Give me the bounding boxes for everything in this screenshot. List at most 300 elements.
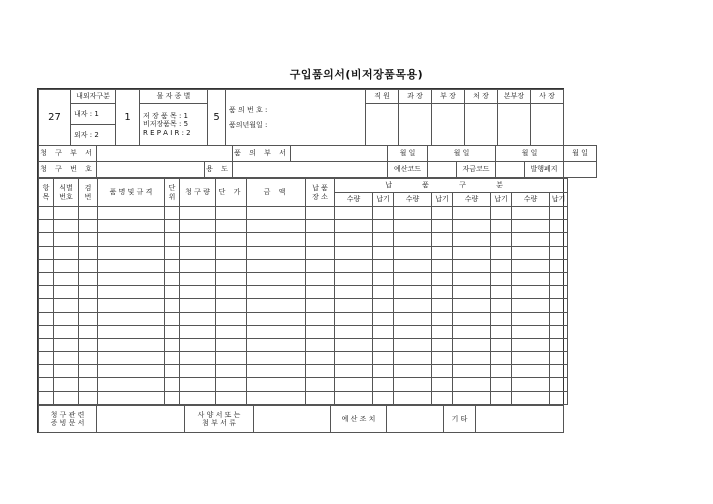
- table-cell[interactable]: [54, 352, 79, 365]
- evidence-doc-label: 청 구 관 련 증 빙 문 서: [39, 406, 97, 433]
- table-cell[interactable]: [79, 325, 98, 338]
- table-cell[interactable]: [165, 233, 180, 246]
- table-cell[interactable]: [453, 325, 491, 338]
- table-cell[interactable]: [394, 220, 432, 233]
- table-cell[interactable]: [432, 338, 453, 351]
- table-cell[interactable]: [394, 391, 432, 404]
- table-cell[interactable]: [247, 325, 306, 338]
- table-cell[interactable]: [165, 272, 180, 285]
- table-cell[interactable]: [165, 352, 180, 365]
- issue-abolish-field[interactable]: [564, 162, 597, 178]
- table-cell[interactable]: [453, 207, 491, 220]
- table-cell[interactable]: [394, 299, 432, 312]
- col-due-1: 납기: [373, 193, 394, 207]
- table-cell[interactable]: [550, 378, 568, 391]
- table-cell[interactable]: [512, 299, 550, 312]
- table-cell[interactable]: [394, 378, 432, 391]
- table-cell[interactable]: [165, 286, 180, 299]
- table-cell[interactable]: [373, 246, 394, 259]
- table-cell[interactable]: [335, 325, 373, 338]
- table-cell[interactable]: [550, 352, 568, 365]
- table-cell[interactable]: [180, 299, 216, 312]
- table-cell[interactable]: [247, 352, 306, 365]
- col-inspection: 검 번: [79, 179, 98, 207]
- table-cell[interactable]: [98, 338, 165, 351]
- table-cell[interactable]: [180, 352, 216, 365]
- table-cell[interactable]: [432, 233, 453, 246]
- table-cell[interactable]: [79, 246, 98, 259]
- table-cell[interactable]: [432, 391, 453, 404]
- table-cell[interactable]: [306, 207, 335, 220]
- table-cell[interactable]: [335, 220, 373, 233]
- purchase-form: [37, 88, 588, 433]
- table-cell[interactable]: [306, 246, 335, 259]
- table-cell[interactable]: [306, 299, 335, 312]
- budget-code-field[interactable]: [428, 162, 457, 178]
- table-cell[interactable]: [491, 325, 512, 338]
- table-cell[interactable]: [335, 391, 373, 404]
- table-cell[interactable]: [39, 233, 54, 246]
- table-cell[interactable]: [432, 352, 453, 365]
- sign-box-4[interactable]: [498, 104, 531, 146]
- table-cell[interactable]: [39, 246, 54, 259]
- table-cell[interactable]: [165, 207, 180, 220]
- table-cell[interactable]: [54, 272, 79, 285]
- table-cell[interactable]: [432, 286, 453, 299]
- table-cell[interactable]: [39, 338, 54, 351]
- table-cell[interactable]: [247, 365, 306, 378]
- table-cell[interactable]: [306, 312, 335, 325]
- table-cell[interactable]: [453, 378, 491, 391]
- table-cell[interactable]: [432, 220, 453, 233]
- table-cell[interactable]: [54, 312, 79, 325]
- table-cell[interactable]: [550, 259, 568, 272]
- table-cell[interactable]: [79, 220, 98, 233]
- table-cell[interactable]: [432, 365, 453, 378]
- table-cell[interactable]: [79, 352, 98, 365]
- table-cell[interactable]: [335, 365, 373, 378]
- table-cell[interactable]: [453, 299, 491, 312]
- table-cell[interactable]: [54, 259, 79, 272]
- table-cell[interactable]: [216, 207, 247, 220]
- table-cell[interactable]: [453, 312, 491, 325]
- table-cell[interactable]: [512, 378, 550, 391]
- table-cell[interactable]: [512, 365, 550, 378]
- table-cell[interactable]: [216, 246, 247, 259]
- col-delivery-place: 납 품 장 소: [306, 179, 335, 207]
- col-qty-1: 수량: [335, 193, 373, 207]
- table-cell[interactable]: [247, 207, 306, 220]
- approval-dept-field[interactable]: [291, 146, 388, 162]
- table-row: [39, 338, 568, 351]
- table-cell[interactable]: [491, 207, 512, 220]
- table-cell[interactable]: [453, 365, 491, 378]
- table-cell[interactable]: [512, 246, 550, 259]
- table-cell[interactable]: [247, 220, 306, 233]
- table-cell[interactable]: [98, 365, 165, 378]
- table-cell[interactable]: [373, 338, 394, 351]
- table-cell[interactable]: [373, 286, 394, 299]
- table-cell[interactable]: [54, 233, 79, 246]
- table-cell[interactable]: [54, 299, 79, 312]
- request-no-field[interactable]: [97, 162, 205, 178]
- table-cell[interactable]: [335, 299, 373, 312]
- table-cell[interactable]: [306, 352, 335, 365]
- table-cell[interactable]: [373, 325, 394, 338]
- table-cell[interactable]: [39, 325, 54, 338]
- table-cell[interactable]: [54, 365, 79, 378]
- table-cell[interactable]: [394, 365, 432, 378]
- table-cell[interactable]: [491, 259, 512, 272]
- table-cell[interactable]: [394, 286, 432, 299]
- table-cell[interactable]: [247, 312, 306, 325]
- table-cell[interactable]: [247, 286, 306, 299]
- material-opt-2: 비저장품목 : 5: [143, 120, 189, 129]
- table-cell[interactable]: [180, 338, 216, 351]
- table-cell[interactable]: [491, 391, 512, 404]
- date-2: 월 일: [496, 146, 564, 162]
- sign-box-3[interactable]: [465, 104, 498, 146]
- table-cell[interactable]: [79, 272, 98, 285]
- table-cell[interactable]: [98, 246, 165, 259]
- table-cell[interactable]: [247, 259, 306, 272]
- table-cell[interactable]: [394, 325, 432, 338]
- table-cell[interactable]: [98, 286, 165, 299]
- table-cell[interactable]: [165, 338, 180, 351]
- table-cell[interactable]: [39, 352, 54, 365]
- table-cell[interactable]: [491, 272, 512, 285]
- table-cell[interactable]: [247, 246, 306, 259]
- table-cell[interactable]: [453, 272, 491, 285]
- table-cell[interactable]: [491, 378, 512, 391]
- table-cell[interactable]: [373, 299, 394, 312]
- table-cell[interactable]: [394, 312, 432, 325]
- sign-box-5[interactable]: [531, 104, 564, 146]
- table-cell[interactable]: [180, 325, 216, 338]
- table-cell[interactable]: [491, 286, 512, 299]
- table-cell[interactable]: [98, 312, 165, 325]
- table-cell[interactable]: [247, 378, 306, 391]
- table-cell[interactable]: [432, 312, 453, 325]
- purpose-field[interactable]: [233, 162, 388, 178]
- table-cell[interactable]: [432, 272, 453, 285]
- table-cell[interactable]: [306, 286, 335, 299]
- table-cell[interactable]: [216, 338, 247, 351]
- table-row: [39, 272, 568, 285]
- table-cell[interactable]: [373, 272, 394, 285]
- table-cell[interactable]: [373, 378, 394, 391]
- table-cell[interactable]: [98, 352, 165, 365]
- table-cell[interactable]: [98, 207, 165, 220]
- table-cell[interactable]: [216, 325, 247, 338]
- fund-code-label: 자금코드: [457, 162, 496, 178]
- table-cell[interactable]: [306, 272, 335, 285]
- table-cell[interactable]: [491, 246, 512, 259]
- table-cell[interactable]: [79, 259, 98, 272]
- table-cell[interactable]: [39, 272, 54, 285]
- table-cell[interactable]: [79, 378, 98, 391]
- table-cell[interactable]: [216, 220, 247, 233]
- table-cell[interactable]: [98, 220, 165, 233]
- col-item-no: 항 목: [39, 179, 54, 207]
- sign-box-0[interactable]: [366, 104, 399, 146]
- table-cell[interactable]: [98, 391, 165, 404]
- table-cell[interactable]: [180, 207, 216, 220]
- table-cell[interactable]: [98, 325, 165, 338]
- table-cell[interactable]: [247, 299, 306, 312]
- table-cell[interactable]: [335, 259, 373, 272]
- table-cell[interactable]: [335, 246, 373, 259]
- etc-field[interactable]: [476, 406, 564, 433]
- table-cell[interactable]: [335, 338, 373, 351]
- table-cell[interactable]: [54, 286, 79, 299]
- material-code: 5: [208, 90, 226, 146]
- table-cell[interactable]: [216, 365, 247, 378]
- table-cell[interactable]: [373, 352, 394, 365]
- table-cell[interactable]: [216, 286, 247, 299]
- table-cell[interactable]: [373, 259, 394, 272]
- table-cell[interactable]: [432, 299, 453, 312]
- table-cell[interactable]: [39, 391, 54, 404]
- table-cell[interactable]: [54, 378, 79, 391]
- request-dept-field[interactable]: [97, 146, 233, 162]
- items-table: [38, 178, 568, 405]
- table-cell[interactable]: [550, 299, 568, 312]
- table-cell[interactable]: [98, 233, 165, 246]
- table-cell[interactable]: [98, 299, 165, 312]
- approver-3: 처 장: [465, 90, 498, 104]
- table-cell[interactable]: [79, 312, 98, 325]
- table-cell[interactable]: [335, 378, 373, 391]
- table-cell[interactable]: [165, 325, 180, 338]
- table-cell[interactable]: [79, 233, 98, 246]
- table-cell[interactable]: [180, 220, 216, 233]
- table-cell[interactable]: [512, 207, 550, 220]
- table-cell[interactable]: [306, 391, 335, 404]
- material-opt-1: 저 장 품 목 : 1: [143, 112, 188, 121]
- table-cell[interactable]: [39, 365, 54, 378]
- table-cell[interactable]: [306, 259, 335, 272]
- table-cell[interactable]: [512, 352, 550, 365]
- table-cell[interactable]: [180, 378, 216, 391]
- table-cell[interactable]: [394, 246, 432, 259]
- table-cell[interactable]: [512, 312, 550, 325]
- table-cell[interactable]: [165, 312, 180, 325]
- table-cell[interactable]: [98, 378, 165, 391]
- table-cell[interactable]: [335, 207, 373, 220]
- table-cell[interactable]: [453, 391, 491, 404]
- table-cell[interactable]: [550, 246, 568, 259]
- table-cell[interactable]: [550, 207, 568, 220]
- table-cell[interactable]: [512, 325, 550, 338]
- table-cell[interactable]: [491, 338, 512, 351]
- table-cell[interactable]: [453, 286, 491, 299]
- table-cell[interactable]: [54, 246, 79, 259]
- table-cell[interactable]: [373, 220, 394, 233]
- table-cell[interactable]: [79, 391, 98, 404]
- table-cell[interactable]: [216, 352, 247, 365]
- table-cell[interactable]: [39, 299, 54, 312]
- table-cell[interactable]: [165, 246, 180, 259]
- table-cell[interactable]: [335, 233, 373, 246]
- table-row: [39, 378, 568, 391]
- table-cell[interactable]: [432, 246, 453, 259]
- date-3: 월 일: [564, 146, 597, 162]
- table-cell[interactable]: [394, 207, 432, 220]
- table-cell[interactable]: [165, 378, 180, 391]
- table-cell[interactable]: [512, 338, 550, 351]
- table-cell[interactable]: [165, 259, 180, 272]
- table-cell[interactable]: [550, 272, 568, 285]
- table-cell[interactable]: [39, 378, 54, 391]
- table-cell[interactable]: [394, 233, 432, 246]
- table-cell[interactable]: [373, 207, 394, 220]
- table-cell[interactable]: [394, 272, 432, 285]
- material-options: [140, 104, 208, 146]
- table-cell[interactable]: [306, 365, 335, 378]
- table-cell[interactable]: [550, 286, 568, 299]
- origin-domestic: 내자 : 1: [71, 104, 116, 125]
- table-cell[interactable]: [432, 378, 453, 391]
- table-cell[interactable]: [54, 338, 79, 351]
- table-cell[interactable]: [512, 286, 550, 299]
- table-cell[interactable]: [165, 391, 180, 404]
- table-cell[interactable]: [180, 391, 216, 404]
- col-due-3: 납기: [491, 193, 512, 207]
- table-cell[interactable]: [306, 378, 335, 391]
- table-cell[interactable]: [165, 365, 180, 378]
- table-cell[interactable]: [453, 352, 491, 365]
- table-cell[interactable]: [54, 220, 79, 233]
- table-cell[interactable]: [39, 220, 54, 233]
- table-cell[interactable]: [432, 259, 453, 272]
- evidence-doc-field[interactable]: [97, 406, 185, 433]
- sign-box-2[interactable]: [432, 104, 465, 146]
- table-cell[interactable]: [247, 391, 306, 404]
- table-cell[interactable]: [394, 338, 432, 351]
- table-cell[interactable]: [306, 220, 335, 233]
- table-cell[interactable]: [453, 220, 491, 233]
- table-cell[interactable]: [550, 233, 568, 246]
- table-cell[interactable]: [216, 312, 247, 325]
- table-cell[interactable]: [165, 220, 180, 233]
- table-cell[interactable]: [216, 391, 247, 404]
- table-row: [39, 233, 568, 246]
- table-cell[interactable]: [216, 233, 247, 246]
- table-row: [39, 246, 568, 259]
- table-cell[interactable]: [453, 259, 491, 272]
- table-cell[interactable]: [306, 325, 335, 338]
- table-cell[interactable]: [491, 299, 512, 312]
- table-cell[interactable]: [180, 365, 216, 378]
- table-cell[interactable]: [394, 352, 432, 365]
- fund-code-field[interactable]: [496, 162, 525, 178]
- table-cell[interactable]: [373, 233, 394, 246]
- table-cell[interactable]: [512, 272, 550, 285]
- table-cell[interactable]: [79, 286, 98, 299]
- table-cell[interactable]: [491, 352, 512, 365]
- table-cell[interactable]: [180, 312, 216, 325]
- spec-docs-field[interactable]: [254, 406, 331, 433]
- table-cell[interactable]: [394, 259, 432, 272]
- table-cell[interactable]: [432, 207, 453, 220]
- table-cell[interactable]: [550, 338, 568, 351]
- table-cell[interactable]: [373, 312, 394, 325]
- table-cell[interactable]: [512, 220, 550, 233]
- table-cell[interactable]: [79, 207, 98, 220]
- table-cell[interactable]: [216, 259, 247, 272]
- table-cell[interactable]: [373, 365, 394, 378]
- table-cell[interactable]: [79, 338, 98, 351]
- table-cell[interactable]: [306, 233, 335, 246]
- table-cell[interactable]: [373, 391, 394, 404]
- table-cell[interactable]: [39, 312, 54, 325]
- table-cell[interactable]: [491, 220, 512, 233]
- table-cell[interactable]: [335, 286, 373, 299]
- table-cell[interactable]: [79, 299, 98, 312]
- table-cell[interactable]: [453, 246, 491, 259]
- table-cell[interactable]: [79, 365, 98, 378]
- col-due-2: 납기: [432, 193, 453, 207]
- table-cell[interactable]: [39, 259, 54, 272]
- table-cell[interactable]: [180, 272, 216, 285]
- table-cell[interactable]: [491, 365, 512, 378]
- table-cell[interactable]: [165, 299, 180, 312]
- table-cell[interactable]: [54, 391, 79, 404]
- table-cell[interactable]: [512, 233, 550, 246]
- table-cell[interactable]: [98, 272, 165, 285]
- budget-action-label: 예 산 조 치: [331, 406, 387, 433]
- table-cell[interactable]: [491, 233, 512, 246]
- footer-table: [38, 405, 564, 433]
- table-cell[interactable]: [180, 246, 216, 259]
- budget-action-field[interactable]: [387, 406, 444, 433]
- table-cell[interactable]: [180, 259, 216, 272]
- table-cell[interactable]: [335, 352, 373, 365]
- table-cell[interactable]: [216, 299, 247, 312]
- etc-label: 기 타: [444, 406, 476, 433]
- table-cell[interactable]: [512, 259, 550, 272]
- table-cell[interactable]: [247, 272, 306, 285]
- table-cell[interactable]: [335, 312, 373, 325]
- table-cell[interactable]: [453, 233, 491, 246]
- table-cell[interactable]: [247, 233, 306, 246]
- table-cell[interactable]: [335, 272, 373, 285]
- table-cell[interactable]: [432, 325, 453, 338]
- table-cell[interactable]: [512, 391, 550, 404]
- table-cell[interactable]: [247, 338, 306, 351]
- table-cell[interactable]: [550, 325, 568, 338]
- table-cell[interactable]: [491, 312, 512, 325]
- table-cell[interactable]: [306, 338, 335, 351]
- table-cell[interactable]: [54, 325, 79, 338]
- table-cell[interactable]: [550, 312, 568, 325]
- table-cell[interactable]: [98, 259, 165, 272]
- table-cell[interactable]: [54, 207, 79, 220]
- table-row: [39, 286, 568, 299]
- table-cell[interactable]: [216, 378, 247, 391]
- table-cell[interactable]: [550, 220, 568, 233]
- sign-box-1[interactable]: [399, 104, 432, 146]
- table-cell[interactable]: [39, 207, 54, 220]
- table-cell[interactable]: [550, 365, 568, 378]
- table-cell[interactable]: [216, 272, 247, 285]
- table-cell[interactable]: [453, 338, 491, 351]
- table-cell[interactable]: [550, 391, 568, 404]
- table-cell[interactable]: [180, 286, 216, 299]
- table-cell[interactable]: [180, 233, 216, 246]
- table-cell[interactable]: [39, 286, 54, 299]
